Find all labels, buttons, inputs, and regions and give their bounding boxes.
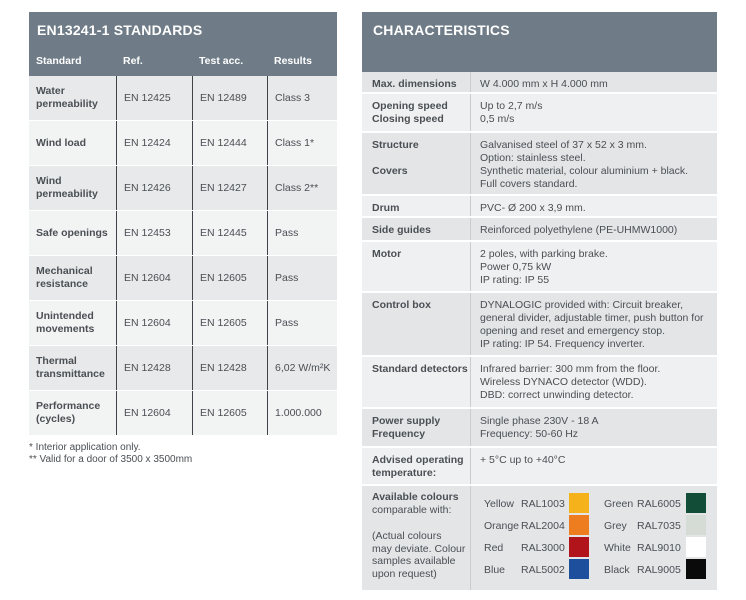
colour-ral: RAL1003 <box>521 498 565 510</box>
standard-name: Wind load <box>36 136 87 149</box>
spec-value: Single phase 230V - 18 A Frequency: 50-60 Hz <box>480 415 599 440</box>
spec-row <box>362 218 717 242</box>
standard-ref: EN 12428 <box>116 346 192 390</box>
spec-row <box>362 242 717 293</box>
divider <box>470 242 471 291</box>
standard-name: Performance (cycles) <box>36 400 101 425</box>
colour-swatch-red <box>484 537 594 557</box>
colour-ral: RAL9010 <box>637 542 681 554</box>
divider <box>470 293 471 355</box>
standard-result: Pass <box>267 211 337 255</box>
standard-name: Thermal transmittance <box>36 355 105 380</box>
spec-value: Reinforced polyethylene (PE-UHMW1000) <box>480 224 678 236</box>
colour-box <box>686 559 706 579</box>
spec-row <box>362 196 717 218</box>
standards-header <box>29 12 337 76</box>
spec-row <box>362 448 717 486</box>
standard-test: EN 12605 <box>192 301 267 345</box>
colours-sublabel: comparable with: <box>372 503 452 516</box>
colour-ral: RAL2004 <box>521 520 565 532</box>
spec-value: PVC- Ø 200 x 3,9 mm. <box>480 202 586 214</box>
spec-label: Motor <box>372 248 402 260</box>
colour-name: Blue <box>484 564 506 576</box>
spec-label: Max. dimensions <box>372 78 457 90</box>
divider <box>470 448 471 484</box>
spec-label: Control box <box>372 299 431 311</box>
colour-box <box>569 515 589 535</box>
spec-row <box>362 72 717 94</box>
spec-row <box>362 293 717 357</box>
spec-row <box>362 94 717 133</box>
standard-test: EN 12428 <box>192 346 267 390</box>
colour-name: Green <box>604 498 634 510</box>
colour-swatch-white <box>604 537 714 557</box>
spec-value: DYNALOGIC provided with: Circuit breaker, general divider, adjustable timer, push button for opening and reset and emergency stop. IP rating: IP 54. Frequency inverter. <box>480 299 704 350</box>
standard-result: Class 3 <box>267 76 337 120</box>
colour-box <box>686 537 706 557</box>
characteristics-header <box>362 12 717 72</box>
table-row <box>29 256 337 302</box>
standard-ref: EN 12604 <box>116 301 192 345</box>
table-row <box>29 211 337 257</box>
spec-label: Structure Covers <box>372 139 419 177</box>
spec-label: Standard detectors <box>372 363 468 375</box>
standards-title: EN13241-1 STANDARDS <box>37 22 203 38</box>
colour-ral: RAL7035 <box>637 520 681 532</box>
column-header-standard: Standard <box>36 55 82 67</box>
standard-result: Pass <box>267 256 337 300</box>
colour-ral: RAL3000 <box>521 542 565 554</box>
table-row <box>29 76 337 122</box>
standard-test: EN 12427 <box>192 166 267 210</box>
spec-value: Infrared barrier: 300 mm from the floor. Wireless DYNACO detector (WDD). DBD: correct unwinding detector. <box>480 363 661 401</box>
standard-name: Water permeability <box>36 85 98 110</box>
spec-label: Opening speed Closing speed <box>372 100 448 125</box>
standards-footnotes <box>29 442 192 466</box>
standard-name: Mechanical resistance <box>36 265 93 290</box>
standard-test: EN 12605 <box>192 391 267 435</box>
spec-value: 2 poles, with parking brake. Power 0,75 kW IP rating: IP 55 <box>480 248 608 286</box>
spec-label: Advised operating temperature: <box>372 454 464 479</box>
spec-label: Side guides <box>372 224 431 236</box>
table-row <box>29 121 337 167</box>
spec-value: Up to 2,7 m/s 0,5 m/s <box>480 100 543 125</box>
colour-ral: RAL5002 <box>521 564 565 576</box>
table-row <box>29 301 337 347</box>
standard-result: Class 1* <box>267 121 337 165</box>
colour-swatch-orange <box>484 515 594 535</box>
spec-label: Power supply Frequency <box>372 415 441 440</box>
standard-name: Safe openings <box>36 226 108 239</box>
divider <box>470 196 471 216</box>
spec-row <box>362 133 717 196</box>
spec-value: + 5°C up to +40°C <box>480 454 566 466</box>
standard-result: Class 2** <box>267 166 337 210</box>
standard-test: EN 12489 <box>192 76 267 120</box>
divider <box>470 72 471 92</box>
column-header-ref: Ref. <box>123 55 143 67</box>
colours-label-block <box>372 491 468 580</box>
standard-ref: EN 12425 <box>116 76 192 120</box>
colour-swatch-yellow <box>484 493 594 513</box>
footnote: * Interior application only. <box>29 442 141 453</box>
standard-ref: EN 12424 <box>116 121 192 165</box>
colour-ral: RAL6005 <box>637 498 681 510</box>
spec-row <box>362 357 717 409</box>
colour-name: Orange <box>484 520 520 532</box>
standard-name: Wind permeability <box>36 175 98 200</box>
colours-disclaimer: (Actual colours may deviate. Colour samples available upon request) <box>372 530 466 580</box>
standard-result: 1.000.000 <box>267 391 337 435</box>
spec-label: Drum <box>372 202 400 214</box>
colour-box <box>569 493 589 513</box>
standard-name: Unintended movements <box>36 310 95 335</box>
colours-row <box>362 486 717 590</box>
colour-box <box>569 559 589 579</box>
column-header-test: Test acc. <box>199 55 244 67</box>
spec-value: Galvanised steel of 37 x 52 x 3 mm. Option: stainless steel. Synthetic material, colour aluminium + black. Full covers standard. <box>480 139 689 190</box>
divider <box>470 409 471 446</box>
colour-name: White <box>604 542 631 554</box>
footnote: ** Valid for a door of 3500 x 3500mm <box>29 454 193 465</box>
standard-ref: EN 12604 <box>116 256 192 300</box>
colour-box <box>686 515 706 535</box>
divider <box>470 133 471 194</box>
characteristics-title: CHARACTERISTICS <box>373 22 510 38</box>
colour-name: Red <box>484 542 504 554</box>
spec-row <box>362 409 717 448</box>
colour-name: Yellow <box>484 498 514 510</box>
standard-result: 6,02 W/m²K <box>267 346 337 390</box>
table-row <box>29 166 337 212</box>
colour-box <box>569 537 589 557</box>
standard-ref: EN 12453 <box>116 211 192 255</box>
colour-box <box>686 493 706 513</box>
table-row <box>29 391 337 437</box>
colours-label: Available colours <box>372 491 459 503</box>
colour-name: Grey <box>604 520 627 532</box>
colour-swatch-black <box>604 559 714 579</box>
divider <box>470 94 471 131</box>
spec-value: W 4.000 mm x H 4.000 mm <box>480 78 608 90</box>
standard-test: EN 12444 <box>192 121 267 165</box>
table-row <box>29 346 337 392</box>
divider <box>470 357 471 407</box>
colour-swatch-blue <box>484 559 594 579</box>
divider <box>470 486 471 590</box>
standard-result: Pass <box>267 301 337 345</box>
column-header-results: Results <box>274 55 312 67</box>
colour-ral: RAL9005 <box>637 564 681 576</box>
standard-ref: EN 12426 <box>116 166 192 210</box>
colour-name: Black <box>604 564 630 576</box>
standard-test: EN 12605 <box>192 256 267 300</box>
colour-swatch-green <box>604 493 714 513</box>
divider <box>470 218 471 240</box>
standard-test: EN 12445 <box>192 211 267 255</box>
colour-swatch-grey <box>604 515 714 535</box>
standard-ref: EN 12604 <box>116 391 192 435</box>
